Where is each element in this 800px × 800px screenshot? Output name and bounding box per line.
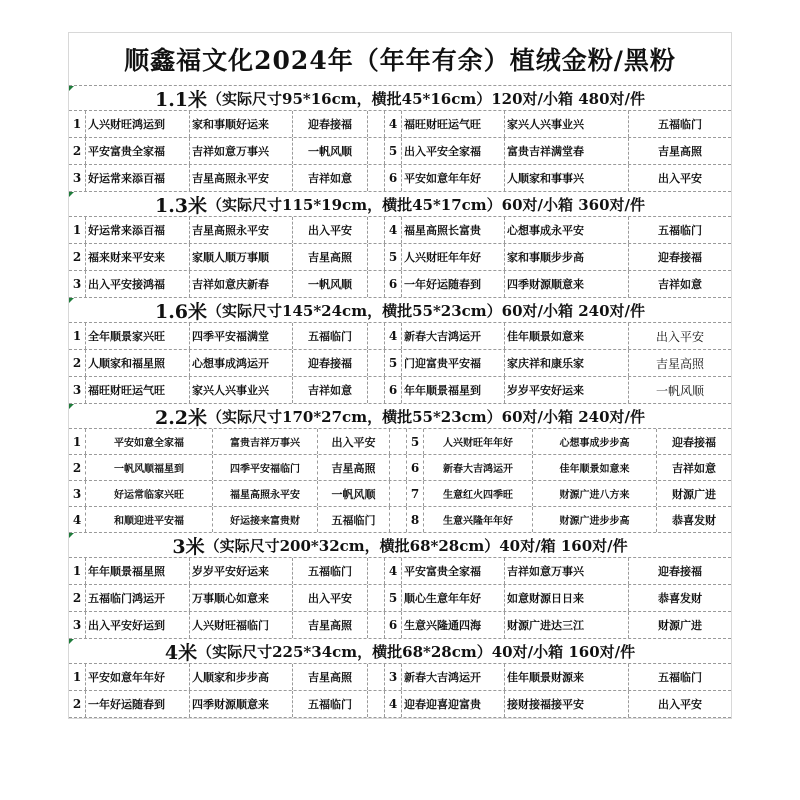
section-header [69,639,731,664]
couplet-lower-left: 吉祥如意庆新春 [190,271,293,297]
couplet-upper-left: 出入平安好运到 [86,612,190,638]
banner-left: 吉星高照 [293,244,368,270]
couplet-lower-right: 接财接福接平安 [505,691,629,717]
couplet-upper-left: 平安如意全家福 [86,429,213,454]
couplet-lower-left: 吉星高照永平安 [190,165,293,191]
couplet-upper-left: 平安富贵全家福 [86,138,190,164]
cell-marker-icon [69,639,74,644]
couplet-upper-right: 生意兴隆通四海 [402,612,505,638]
row-number-right: 4 [385,323,402,349]
couplet-lower-left: 吉星高照永平安 [190,217,293,243]
row-number-right: 6 [407,455,424,480]
couplet-upper-right: 人兴财旺年年好 [402,244,505,270]
row-number-left: 4 [69,507,86,532]
couplet-upper-left: 出入平安接鸿福 [86,271,190,297]
size-section [69,86,731,192]
banner-right: 五福临门 [658,118,702,131]
couplet-lower-right: 佳年顺景如意来 [505,323,629,349]
row-number-left: 3 [69,165,86,191]
couplet-upper-right: 新春大吉鸿运开 [424,455,533,480]
couplet-upper-right: 平安富贵全家福 [402,558,505,584]
banner-right: 恭喜发财 [658,592,702,605]
couplet-upper-left: 福来财来平安来 [86,244,190,270]
banner-right: 吉祥如意 [658,278,702,291]
couplet-lower-right: 岁岁平安好运来 [505,377,629,403]
size-section [69,533,731,639]
spacer-cell [368,612,385,638]
sheet-title: 顺鑫福文化2024年（年年有余）植绒金粉/黑粉 [69,33,731,86]
spacer-cell [368,138,385,164]
banner-left: 出入平安 [318,429,390,454]
size-section [69,639,731,718]
couplet-upper-right: 年年顺景福星到 [402,377,505,403]
couplet-lower-left: 人兴财旺福临门 [190,612,293,638]
section-size: 1.3米 [154,194,208,217]
spacer-cell [368,350,385,376]
banner-left: 吉祥如意 [293,165,368,191]
couplet-lower-left: 心想事成鸿运开 [190,350,293,376]
couplet-lower-right: 佳年顺景如意来 [533,455,657,480]
couplet-lower-left: 吉祥如意万事兴 [190,138,293,164]
banner-left: 吉星高照 [293,664,368,690]
couplet-lower-right: 富贵吉祥满堂春 [505,138,629,164]
banner-left: 五福临门 [293,323,368,349]
table-row [69,350,731,377]
banner-right: 出入平安 [658,172,702,185]
section-header [69,404,731,429]
couplet-lower-right: 吉祥如意万事兴 [505,558,629,584]
cell-marker-icon [69,533,74,538]
banner-right: 五福临门 [658,224,702,237]
couplet-upper-right: 人兴财旺年年好 [424,429,533,454]
banner-left: 吉星高照 [293,612,368,638]
banner-left: 迎春接福 [293,111,368,137]
table-row [69,691,731,718]
couplet-upper-right: 出入平安全家福 [402,138,505,164]
row-number-right: 6 [385,377,402,403]
row-number-left: 2 [69,455,86,480]
row-number-right: 4 [385,691,402,717]
couplet-lower-left: 家兴人兴事业兴 [190,377,293,403]
couplet-lower-right: 财源广进八方来 [533,481,657,506]
banner-right: 迎春接福 [658,565,702,578]
couplet-lower-right: 财源广进步步高 [533,507,657,532]
section-header [69,298,731,323]
couplet-upper-left: 福旺财旺运气旺 [86,377,190,403]
banner-left: 一帆风顺 [318,481,390,506]
banner-left: 吉星高照 [318,455,390,480]
table-row [69,217,731,244]
section-size: 1.1米 [154,88,208,111]
size-section [69,192,731,298]
row-number-right: 5 [385,138,402,164]
spacer-cell [368,691,385,717]
couplet-upper-right: 生意红火四季旺 [424,481,533,506]
section-spec: （实际尺寸225*34cm，横批68*28cm）40对/小箱 160对/件 [197,642,636,661]
row-number-right: 4 [385,111,402,137]
row-number-left: 1 [69,558,86,584]
table-row [69,455,731,481]
row-number-left: 2 [69,138,86,164]
row-number-right: 5 [385,350,402,376]
product-sheet [68,32,732,719]
banner-right: 吉祥如意 [672,461,716,475]
table-row [69,481,731,507]
spacer-cell [368,111,385,137]
couplet-upper-left: 好运常来添百福 [86,165,190,191]
table-row [69,429,731,455]
spacer-cell [368,585,385,611]
spacer-cell [368,664,385,690]
couplet-upper-right: 迎春迎喜迎富贵 [402,691,505,717]
sections-container [69,86,731,718]
table-row [69,558,731,585]
couplet-lower-right: 四季财源顺意来 [505,271,629,297]
spacer-cell [368,558,385,584]
couplet-upper-left: 好运常临家兴旺 [86,481,213,506]
row-number-left: 2 [69,350,86,376]
banner-right: 迎春接福 [658,251,702,264]
section-spec: （实际尺寸200*32cm，横批68*28cm）40对/箱 160对/件 [204,536,628,555]
section-header [69,192,731,217]
couplet-lower-right: 心想事成步步高 [533,429,657,454]
banner-right: 吉星高照 [658,145,702,158]
table-row [69,138,731,165]
row-number-left: 3 [69,612,86,638]
couplet-upper-left: 人兴财旺鸿运到 [86,111,190,137]
row-number-right: 6 [385,612,402,638]
banner-right: 出入平安 [658,698,702,711]
cell-marker-icon [69,86,74,91]
banner-right: 一帆风顺 [655,383,704,398]
section-spec: （实际尺寸95*16cm，横批45*16cm）120对/小箱 480对/件 [207,89,646,108]
spacer-cell [368,217,385,243]
row-number-right: 5 [385,585,402,611]
section-header [69,533,731,558]
size-section [69,298,731,404]
row-number-left: 2 [69,585,86,611]
couplet-upper-right: 生意兴隆年年好 [424,507,533,532]
row-number-right: 3 [385,664,402,690]
banner-left: 五福临门 [318,507,390,532]
banner-right: 吉星高照 [655,356,704,371]
couplet-upper-right: 平安如意年年好 [402,165,505,191]
couplet-lower-right: 人顺家和事事兴 [505,165,629,191]
banner-left: 出入平安 [293,585,368,611]
section-size: 3米 [172,535,205,558]
banner-left: 一帆风顺 [293,138,368,164]
row-number-left: 1 [69,217,86,243]
row-number-left: 3 [69,481,86,506]
banner-left: 五福临门 [293,691,368,717]
row-number-right: 4 [385,558,402,584]
couplet-lower-left: 家顺人顺万事顺 [190,244,293,270]
row-number-right: 8 [407,507,424,532]
banner-right: 出入平安 [655,329,704,344]
row-number-right: 7 [407,481,424,506]
banner-right: 迎春接福 [672,435,716,449]
section-spec: （实际尺寸115*19cm，横批45*17cm）60对/小箱 360对/件 [207,195,646,214]
row-number-left: 1 [69,664,86,690]
couplet-upper-right: 福旺财旺运气旺 [402,111,505,137]
couplet-lower-right: 如意财源日日来 [505,585,629,611]
cell-marker-icon [69,298,74,303]
cell-marker-icon [69,192,74,197]
section-header [69,86,731,111]
banner-left: 吉祥如意 [293,377,368,403]
row-number-left: 1 [69,429,86,454]
row-number-right: 4 [385,217,402,243]
spacer-cell [390,507,407,532]
couplet-upper-right: 顺心生意年年好 [402,585,505,611]
couplet-lower-right: 家和事顺步步高 [505,244,629,270]
couplet-upper-left: 全年顺景家兴旺 [86,323,190,349]
couplet-lower-left: 岁岁平安好运来 [190,558,293,584]
row-number-right: 6 [385,271,402,297]
banner-right: 五福临门 [658,671,702,684]
banner-left: 五福临门 [293,558,368,584]
table-row [69,323,731,350]
row-number-right: 5 [385,244,402,270]
couplet-lower-left: 四季平安福临门 [213,455,318,480]
couplet-lower-right: 家兴人兴事业兴 [505,111,629,137]
couplet-lower-left: 富贵吉祥万事兴 [213,429,318,454]
row-number-left: 2 [69,691,86,717]
spacer-cell [368,377,385,403]
couplet-lower-left: 四季平安福满堂 [190,323,293,349]
banner-right: 财源广进 [672,487,716,501]
row-number-left: 1 [69,323,86,349]
spacer-cell [368,244,385,270]
table-row [69,612,731,639]
section-size: 4米 [164,641,198,664]
couplet-lower-left: 家和事顺好运来 [190,111,293,137]
spacer-cell [390,429,407,454]
row-number-left: 3 [69,377,86,403]
section-spec: （实际尺寸170*27cm，横批55*23cm）60对/小箱 240对/件 [207,407,646,426]
table-row [69,585,731,612]
couplet-lower-right: 心想事成永平安 [505,217,629,243]
spacer-cell [390,481,407,506]
couplet-upper-right: 门迎富贵平安福 [402,350,505,376]
table-row [69,664,731,691]
section-size: 1.6米 [154,300,208,323]
banner-left: 迎春接福 [293,350,368,376]
table-row [69,271,731,298]
couplet-lower-right: 财源广进达三江 [505,612,629,638]
couplet-upper-left: 平安如意年年好 [86,664,190,690]
row-number-right: 5 [407,429,424,454]
couplet-upper-left: 年年顺景福星照 [86,558,190,584]
row-number-right: 6 [385,165,402,191]
couplet-lower-right: 家庆祥和康乐家 [505,350,629,376]
couplet-lower-left: 好运接来富贵财 [213,507,318,532]
couplet-upper-right: 福星高照长富贵 [402,217,505,243]
couplet-lower-left: 四季财源顺意来 [190,691,293,717]
spacer-cell [390,455,407,480]
banner-right: 恭喜发财 [672,513,716,527]
table-row [69,377,731,404]
spacer-cell [368,271,385,297]
table-row [69,111,731,138]
row-number-left: 2 [69,244,86,270]
row-number-left: 1 [69,111,86,137]
banner-right: 财源广进 [658,619,702,632]
couplet-lower-left: 人顺家和步步高 [190,664,293,690]
couplet-upper-left: 一帆风顺福星到 [86,455,213,480]
couplet-upper-right: 新春大吉鸿运开 [402,664,505,690]
section-size: 2.2米 [154,406,208,429]
couplet-upper-left: 人顺家和福星照 [86,350,190,376]
spacer-cell [368,165,385,191]
couplet-lower-left: 万事顺心如意来 [190,585,293,611]
spacer-cell [368,323,385,349]
couplet-lower-right: 佳年顺景财源来 [505,664,629,690]
row-number-left: 3 [69,271,86,297]
banner-left: 一帆风顺 [293,271,368,297]
table-row [69,244,731,271]
couplet-lower-left: 福星高照永平安 [213,481,318,506]
couplet-upper-left: 五福临门鸿运开 [86,585,190,611]
couplet-upper-right: 新春大吉鸿运开 [402,323,505,349]
banner-left: 出入平安 [293,217,368,243]
table-row [69,165,731,192]
section-spec: （实际尺寸145*24cm，横批55*23cm）60对/小箱 240对/件 [207,301,646,320]
couplet-upper-left: 和顺迎进平安福 [86,507,213,532]
couplet-upper-left: 好运常来添百福 [86,217,190,243]
couplet-upper-right: 一年好运随春到 [402,271,505,297]
table-row [69,507,731,533]
size-section [69,404,731,533]
couplet-upper-left: 一年好运随春到 [86,691,190,717]
cell-marker-icon [69,404,74,409]
